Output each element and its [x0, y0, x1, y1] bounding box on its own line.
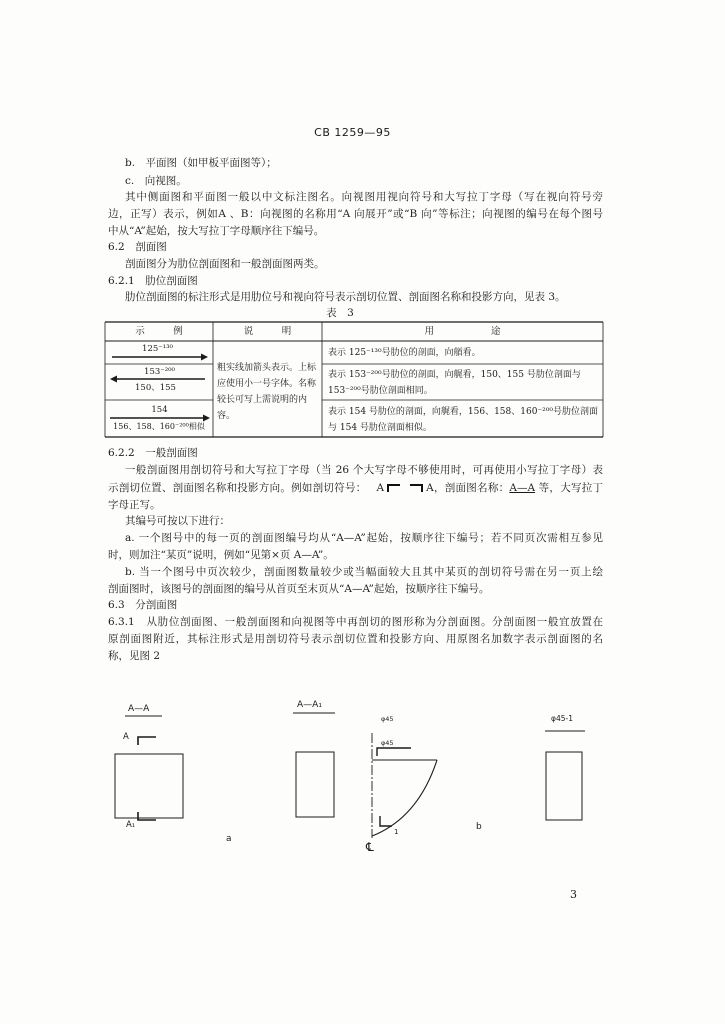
cutting-symbol-right-icon: [410, 484, 423, 492]
cut-letter-right: A: [426, 482, 434, 494]
cutting-symbol-bottom-icon: [138, 812, 156, 820]
table-example-label: 154: [151, 405, 168, 415]
list-item-b-continued: 剖面图时，该图号的剖面图的编号从首页至末页从“A—A”起始，按顺序往下编号。: [108, 583, 490, 595]
sub-section-title: A—A₁: [297, 700, 322, 710]
list-item-c: c. 向视图。: [125, 175, 187, 187]
paragraph-line: 肋位剖面图的标注形式是用肋位号和视向符号表示剖切位置、剖面图名称和投影方向，见表 3。: [125, 291, 566, 303]
section-heading-6-2: 6.2 剖面图: [108, 241, 167, 253]
paragraph-line: 称，见图 2: [108, 650, 161, 662]
figure-2: [100, 690, 600, 860]
paragraph-line: 中从“A”起始，按大写拉丁字母顺序往下编号。: [108, 225, 325, 237]
sub-section-view-rectangle: [296, 752, 334, 817]
table-title: 表 3: [326, 307, 354, 319]
sub-section-view-rectangle-b: [546, 752, 582, 820]
paragraph-text: 示剖切位置、剖面图名称和投影方向。例如剖切符号：: [108, 482, 367, 494]
table-header-description: 说 明: [243, 326, 292, 337]
table-usage-line: 153⁻²⁰⁰号肋位剖面相同。: [328, 386, 433, 396]
figure-a-caption: a: [226, 834, 232, 844]
centerline-symbol-icon: ℄: [366, 840, 374, 854]
list-item-b: b. 平面图（如甲板平面图等）；: [125, 157, 277, 169]
sub-section-b-title: φ45-1: [551, 714, 573, 723]
figure-b-cut-label: φ45: [381, 739, 394, 747]
table-description-line: 应使用小一号字体。名称: [217, 379, 317, 389]
section-heading-6-2-1: 6.2.1 肋位剖面图: [108, 275, 198, 287]
table-example-label: 156、158、160⁻²⁰⁰相似: [113, 422, 205, 431]
table-description-line: 容。: [217, 411, 236, 421]
figure-a-cut-top-label: A: [123, 732, 129, 742]
cutting-symbol-left-icon: [387, 484, 400, 492]
paragraph-line: 其编号可按以下进行：: [125, 515, 230, 527]
list-item-a: a. 一个图号中的每一页的剖面图编号均从“A—A”起始，按顺序往下编号；若不同页次需相互参见: [125, 532, 603, 544]
paragraph-line: 6.3.1 从肋位剖面图、一般剖面图和向视图等中再剖切的图形称为分剖面图。分剖面图一般宜放置在: [108, 616, 603, 628]
paragraph-line-with-cut-symbol: [108, 480, 603, 496]
page-number: 3: [570, 888, 577, 901]
list-item-a-continued: 时，则加注“某页”说明，例如“见第×页 A—A”。: [108, 549, 334, 561]
table-description-line: 较长可写上需说明的内: [217, 395, 308, 405]
profile-curve: [372, 760, 437, 836]
figure-b-caption: b: [476, 822, 482, 832]
table-description-line: 粗实线加箭头表示。上标: [217, 363, 317, 373]
paragraph-text: 等，大写拉丁: [535, 482, 604, 494]
paragraph-line: 剖面图分为肋位剖面图和一般剖面图两类。: [125, 258, 325, 270]
table-example-label: 150、155: [135, 383, 176, 393]
section-view-rectangle-a: [115, 754, 183, 818]
paragraph-line: 字母正写。: [108, 499, 161, 511]
table-usage-line: 与 154 号肋位剖面相似。: [328, 423, 432, 433]
table-header-usage: 用 途: [424, 326, 501, 337]
paragraph-line: 一般剖面图用剖切符号和大写拉丁字母（当 26 个大写字母不够使用时，可再使用小写拉丁字母）表: [125, 464, 603, 476]
section-name-example: A—A: [509, 482, 536, 494]
table-usage-line: 表示 154 号肋位的剖面，向艉看，156、158、160⁻²⁰⁰号肋位剖面: [328, 407, 599, 417]
figure-a-title: A—A: [128, 704, 150, 714]
table-header-example: 示 例: [135, 326, 183, 337]
figure-b-cut-end-label: 1: [394, 828, 399, 836]
paragraph-line: 其中侧面图和平面图一般以中文标注图名。向视图用视向符号和大写拉丁字母（写在视向符号旁: [125, 191, 603, 203]
table-usage-line: 表示 125⁻¹³⁰号肋位的剖面，向艏看。: [328, 348, 481, 358]
paragraph-line: 边，正写）表示，例如A 、B：向视图的名称用“A 向展开”或“B 向”等标注；向视图的编号在每个图号: [108, 208, 603, 220]
list-item-b: b. 当一个图号中页次较少，剖面图数量较少或当幅面较大且其中某页的剖切符号需在另一页上绘: [125, 566, 603, 578]
table-example-label: 125⁻¹³⁰: [142, 344, 173, 354]
figure-a-cut-bottom-label: A₁: [126, 820, 136, 830]
figure-b-section-label: φ45: [381, 715, 394, 723]
document-code-header: CB 1259—95: [314, 126, 391, 139]
cutting-symbol-end-icon: [380, 816, 392, 826]
cutting-symbol-b-icon: [377, 748, 411, 756]
section-heading-6-3: 6.3 分剖面图: [108, 599, 178, 611]
section-heading-6-2-2: 6.2.2 一般剖面图: [108, 447, 198, 459]
paragraph-line: 原剖面图附近，其标注形式是用剖切符号表示剖切位置和投影方向、用原图名加数字表示剖面图的名: [108, 633, 603, 645]
cutting-symbol-top-icon: [138, 737, 156, 745]
cut-letter-left: A: [376, 482, 385, 494]
table-example-label: 153⁻²⁰⁰: [144, 367, 175, 377]
paragraph-text: ，剖面图名称：: [433, 482, 510, 494]
table-usage-line: 表示 153⁻²⁰⁰号肋位的剖面，向艉看，150、155 号肋位剖面与: [328, 370, 581, 380]
